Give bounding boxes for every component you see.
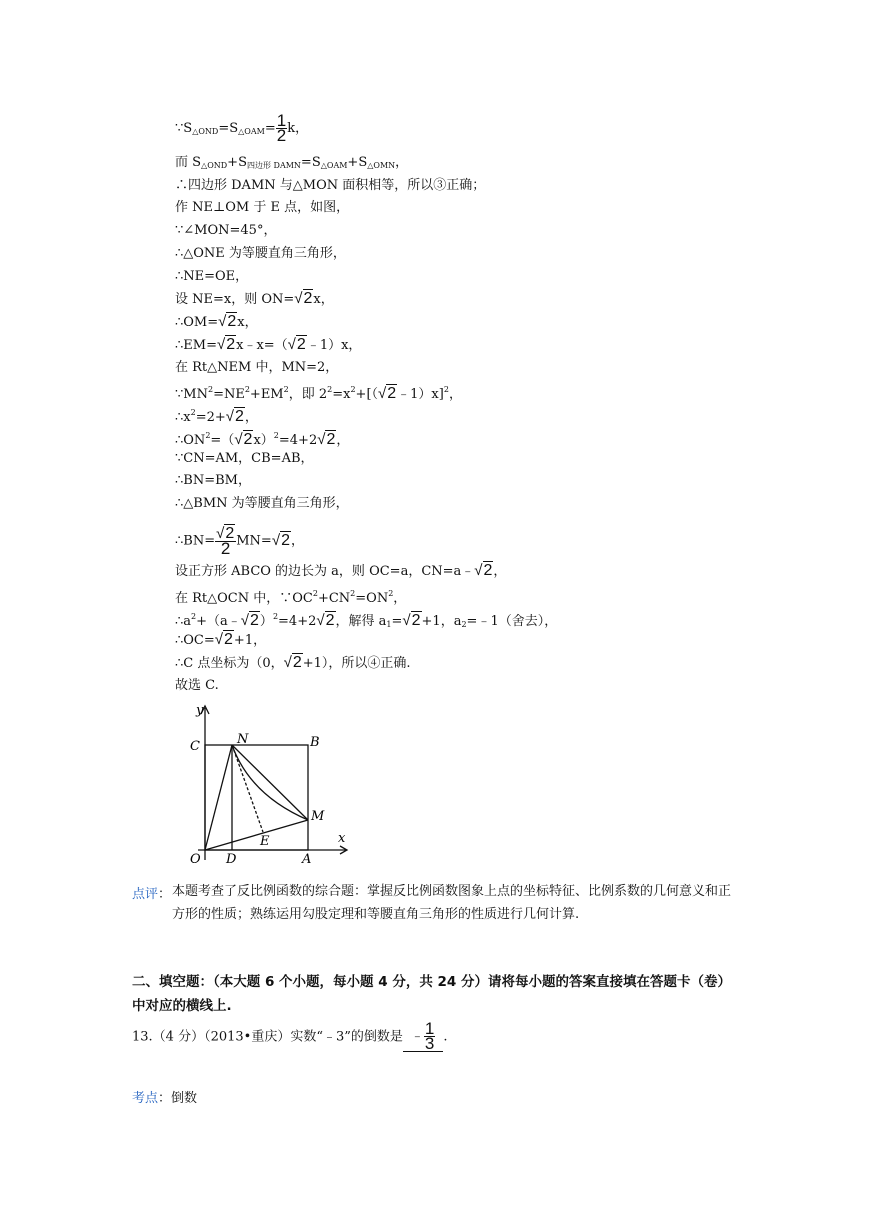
- text: =x: [332, 387, 351, 402]
- text: +1，: [233, 633, 267, 648]
- text: ﹣1）x]: [397, 387, 444, 402]
- subscript: △OAM: [238, 127, 265, 136]
- text: =ON: [355, 591, 389, 606]
- radical-sign: √: [240, 612, 250, 629]
- radicand: 2: [224, 631, 233, 648]
- sqrt-2: [317, 432, 336, 448]
- text: +1，a: [421, 614, 462, 629]
- fraction-denominator: 2: [220, 539, 231, 558]
- superscript: 2: [273, 431, 279, 440]
- subscript: 1: [386, 620, 392, 629]
- solution-line-11: 在 Rt△NEM 中，MN=2，: [175, 360, 339, 375]
- superscript: 2: [283, 385, 289, 394]
- text: ，: [393, 591, 407, 606]
- text: =4+2: [278, 614, 317, 629]
- sqrt-2: [316, 613, 335, 629]
- text: ，: [336, 433, 350, 448]
- radicand: 2: [227, 313, 237, 330]
- radical-sign: √: [218, 313, 227, 330]
- radical-sign: √: [234, 431, 243, 448]
- text: ，解得 a: [335, 614, 387, 629]
- solution-line-8: [175, 291, 334, 308]
- segment-nm: [232, 745, 308, 820]
- text: =: [391, 614, 403, 629]
- text: +（a﹣: [196, 614, 241, 629]
- solution-line-18: [175, 526, 304, 556]
- geometry-figure: [170, 700, 360, 870]
- solution-line-20: [175, 586, 406, 607]
- fraction-denominator: 2: [276, 126, 287, 145]
- text: ，: [244, 410, 258, 425]
- text: k，: [287, 121, 309, 136]
- radicand: 2: [243, 431, 253, 448]
- text: =﹣1（舍去），: [466, 614, 558, 629]
- radical-sign: √: [316, 612, 325, 629]
- solution-line-10: [175, 337, 361, 354]
- superscript: 2: [190, 408, 196, 417]
- text: 在 Rt△OCN 中，∵OC: [175, 591, 313, 606]
- superscript: 2: [205, 431, 211, 440]
- radical-sign: √: [216, 525, 225, 542]
- sqrt-2: [378, 386, 397, 402]
- text: ∴EM=: [175, 338, 217, 353]
- sqrt-2: [218, 314, 237, 330]
- label-a: A: [302, 852, 312, 867]
- solution-line-7: ∴NE=OE，: [175, 269, 249, 284]
- label-x: x: [338, 831, 346, 846]
- kaodian-label: 考点: [132, 1091, 159, 1106]
- sqrt-2: [272, 533, 291, 549]
- superscript: 2: [272, 612, 279, 621]
- text: x﹣x=（: [236, 338, 288, 353]
- fraction-sqrt2-over-2: [215, 526, 236, 556]
- answer-sign: ﹣: [410, 1029, 424, 1044]
- segment-on: [205, 745, 232, 850]
- radicand: 2: [483, 562, 493, 579]
- radicand: 2: [296, 336, 306, 353]
- radical-sign: √: [283, 654, 292, 671]
- superscript: 2: [443, 385, 449, 394]
- superscript: 2: [244, 385, 250, 394]
- sqrt-2: [241, 613, 260, 629]
- text: 而 S: [175, 155, 202, 170]
- superscript: 2: [350, 589, 356, 598]
- radical-sign: √: [271, 531, 281, 549]
- radical-sign: √: [287, 336, 296, 353]
- solution-line-22: [175, 632, 266, 649]
- section-heading: 二、填空题：（本大题 6 个小题，每小题 4 分，共 24 分）请将每小题的答案直接填在答题卡（卷）中对应的横线上.: [132, 974, 732, 1014]
- text: =2+: [195, 410, 226, 425]
- text: ∵MN: [175, 387, 208, 402]
- label-n: N: [237, 732, 249, 747]
- comment-label: [132, 883, 171, 902]
- kaodian-colon: ：: [158, 1091, 172, 1106]
- text: ，即 2: [288, 387, 328, 402]
- radicand: 2: [387, 385, 397, 402]
- solution-line-1: [175, 111, 309, 145]
- comment-colon: ：: [158, 887, 172, 902]
- text: x）: [253, 433, 274, 448]
- label-d: D: [226, 852, 237, 867]
- question-suffix: .: [443, 1029, 448, 1045]
- text: ）: [259, 614, 273, 629]
- sqrt-2: [294, 291, 313, 307]
- square-abco: [205, 745, 308, 850]
- radical-sign: √: [216, 336, 226, 353]
- solution-line-17: ∴△BMN 为等腰直角三角形，: [175, 496, 349, 511]
- text: =NE: [213, 387, 245, 402]
- superscript: 2: [191, 612, 197, 621]
- answer-blank: [403, 1019, 443, 1053]
- text: ，: [395, 155, 409, 170]
- sqrt-2: [288, 337, 307, 353]
- subscript: △OMN: [367, 161, 396, 170]
- superscript: 2: [327, 385, 333, 394]
- text: =（: [210, 433, 235, 448]
- text: +1），所以④正确.: [302, 656, 411, 671]
- text: x，: [313, 292, 334, 307]
- solution-line-15: ∵CN=AM，CB=AB，: [175, 451, 314, 466]
- segment-ne-dashed: [232, 745, 263, 832]
- label-y: y: [196, 703, 204, 718]
- text: ∴OC=: [175, 633, 215, 648]
- solution-line-3: ∴四边形 DAMN 与△MON 面积相等，所以③正确；: [175, 178, 486, 193]
- question-13: [132, 1019, 448, 1053]
- text: =: [264, 121, 276, 136]
- solution-line-5: ∵∠MON=45°，: [175, 223, 277, 238]
- text: ∴x: [175, 410, 191, 425]
- sqrt-2: [226, 409, 245, 425]
- solution-line-23: [175, 655, 411, 672]
- radicand: 2: [411, 612, 421, 629]
- solution-line-12: [175, 382, 462, 403]
- text: ∴BN=: [175, 533, 216, 549]
- text: +[（: [355, 387, 379, 402]
- radical-sign: √: [214, 631, 224, 648]
- text: ，: [493, 564, 507, 579]
- text: ，: [290, 533, 304, 549]
- sqrt-2: [217, 337, 236, 353]
- radical-sign: √: [402, 612, 411, 629]
- solution-line-16: ∴BN=BM，: [175, 473, 251, 488]
- fraction-one-half: [276, 111, 287, 145]
- answer-fraction: [424, 1019, 435, 1053]
- text: x，: [237, 315, 258, 330]
- sqrt-2: [215, 632, 234, 648]
- text: ∵S: [175, 121, 193, 136]
- subscript: △OAM: [320, 161, 348, 170]
- text: 设 NE=x，则 ON=: [175, 292, 295, 307]
- label-m: M: [311, 809, 325, 824]
- text: ∴C 点坐标为（0，: [175, 656, 284, 671]
- subscript: △OND: [192, 127, 219, 136]
- radicand: 2: [225, 525, 235, 542]
- text: ∴a: [175, 614, 192, 629]
- fraction-denominator: 3: [424, 1034, 435, 1053]
- radicand: 2: [250, 612, 259, 629]
- solution-line-24: 故选 C.: [175, 678, 219, 693]
- solution-line-19: [175, 563, 506, 580]
- segment-om: [205, 820, 308, 850]
- solution-line-14: [175, 428, 349, 449]
- radicand: 2: [235, 408, 244, 425]
- subscript: 四边形 DAMN: [246, 161, 301, 170]
- radicand: 2: [292, 654, 302, 671]
- solution-line-6: ∴△ONE 为等腰直角三角形，: [175, 246, 346, 261]
- solution-line-2: [175, 155, 408, 174]
- text: +S: [227, 155, 247, 170]
- radical-sign: √: [225, 408, 234, 425]
- text: +CN: [317, 591, 351, 606]
- radical-sign: √: [294, 290, 303, 307]
- superscript: 2: [388, 589, 394, 598]
- text: ∴ON: [175, 433, 206, 448]
- subscript: △OND: [201, 161, 228, 170]
- kaodian-text: 倒数: [171, 1091, 198, 1106]
- radical-sign: √: [378, 385, 387, 402]
- radicand: 2: [325, 612, 335, 629]
- radical-sign: √: [317, 431, 326, 448]
- superscript: 2: [312, 589, 318, 598]
- solution-line-4: 作 NE⊥OM 于 E 点，如图，: [175, 200, 350, 215]
- solution-line-9: [175, 314, 258, 331]
- text: ∴OM=: [175, 315, 219, 330]
- sqrt-2: [234, 432, 253, 448]
- radicand: 2: [303, 290, 313, 307]
- subscript: 2: [461, 620, 467, 629]
- fraction-numerator: 1: [276, 111, 287, 130]
- sqrt-2: [474, 563, 493, 579]
- text: ﹣1）x，: [306, 338, 362, 353]
- solution-line-13: [175, 405, 258, 426]
- text: 设正方形 ABCO 的边长为 a，则 OC=a，CN=a﹣: [175, 564, 475, 579]
- superscript: 2: [207, 385, 214, 394]
- comment-label-text: 点评: [132, 887, 159, 902]
- superscript: 2: [350, 385, 356, 394]
- kaodian: [132, 1087, 197, 1106]
- sqrt-2: [284, 655, 303, 671]
- label-e: E: [260, 834, 270, 849]
- label-b: B: [310, 735, 320, 750]
- radical-sign: √: [474, 562, 483, 579]
- sqrt-2: [402, 613, 421, 629]
- radicand: 2: [226, 336, 236, 353]
- text: =S: [300, 155, 321, 170]
- text: ，: [448, 387, 462, 402]
- comment-text: 本题考查了反比例函数的综合题：掌握反比例函数图象上点的坐标特征、比例系数的几何意义和正方形的性质；熟练运用勾股定理和等腰直角三角形的性质进行几何计算.: [172, 884, 732, 922]
- text: +S: [347, 155, 368, 170]
- text: +EM: [249, 387, 284, 402]
- text: MN=: [236, 533, 272, 549]
- text: =4+2: [278, 433, 318, 448]
- radicand: 2: [326, 431, 336, 448]
- label-c: C: [190, 739, 200, 754]
- fraction-numerator: 1: [424, 1019, 435, 1038]
- question-text: 13.（4 分）（2013•重庆）实数“﹣3”的倒数是: [132, 1029, 403, 1045]
- label-o: O: [190, 852, 201, 867]
- text: =S: [218, 121, 239, 136]
- radicand: 2: [281, 531, 290, 549]
